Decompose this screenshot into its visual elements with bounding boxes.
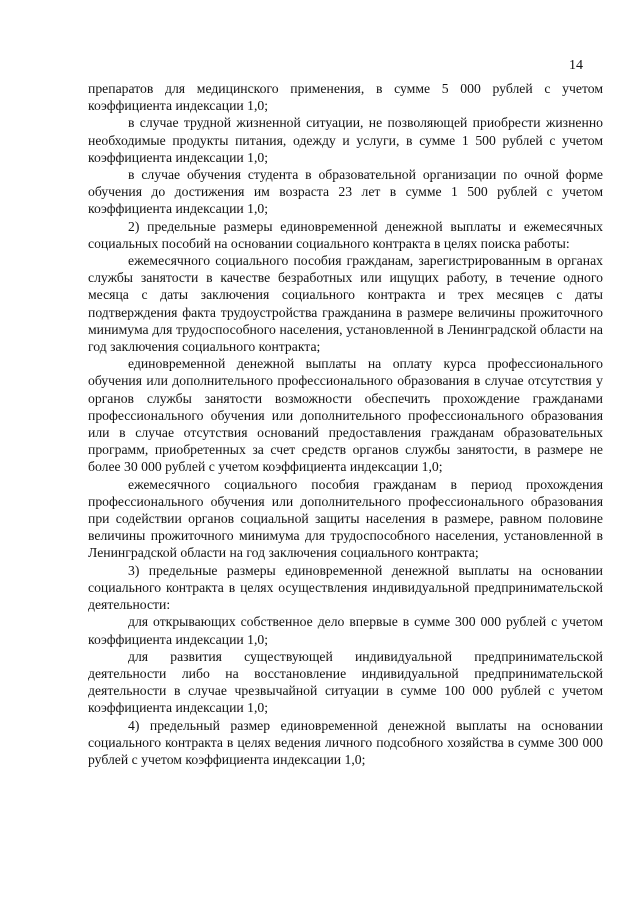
paragraph-new-business: для открывающих собственное дело впервые в сумме 300 000 рублей с учетом коэффициента индексации 1,0; xyxy=(88,614,603,647)
paragraph-monthly-allowance-training: ежемесячного социального пособия гражданам в период прохождения профессионального обучения или дополнительного профессионального образования при содействии органов социальной защиты населения в размере, равном половине величины прожиточного минимума для трудоспособного населения, установленной в Ленинградской области на год заключения социального контракта; xyxy=(88,476,603,561)
paragraph-monthly-allowance-unemployed: ежемесячного социального пособия гражданам, зарегистрированным в органах службы занятости в качестве безработных или ищущих работу, в течение одного месяца с даты заключения социального контракта и трех месяцев с даты подтверждения факта трудоустройства гражданина в размере величины прожиточного минимума для трудоспособного населения, установленной в Ленинградской области на год заключения социального контракта; xyxy=(88,253,603,355)
paragraph-existing-business: для развития существующей индивидуальной предпринимательской деятельности либо на восстановление индивидуальной предпринимательской деятельности в случае чрезвычайной ситуации в сумме 100 000 рублей с учетом коэффициента индексации 1,0; xyxy=(88,648,603,716)
paragraph-medicines-continuation: препаратов для медицинского применения, в сумме 5 000 рублей с учетом коэффициента индексации 1,0; xyxy=(88,81,603,114)
paragraph-training-payment: единовременной денежной выплаты на оплату курса профессионального обучения или дополнительного профессионального образования в случае отсутствия у органов службы занятости возможности обеспечить прохождение гражданами профессионального обучения или дополнительного профессионального образования или в случае отсутствия оснований предоставления гражданам образовательных программ, приобретенных за счет средств органов службы занятости, в размере не более 30 000 рублей с учетом коэффициента индексации 1,0; xyxy=(88,356,603,475)
paragraph-item-2-job-search: 2) предельные размеры единовременной денежной выплаты и ежемесячных социальных пособий на основании социального контракта в целях поиска работы: xyxy=(88,218,603,251)
paragraph-item-3-entrepreneurship: 3) предельные размеры единовременной денежной выплаты на основании социального контракта в целях осуществления индивидуальной предпринимательской деятельности: xyxy=(88,562,603,613)
paragraph-student-education: в случае обучения студента в образовательной организации по очной форме обучения до достижения им возраста 23 лет в сумме 1 500 рублей с учетом коэффициента индексации 1,0; xyxy=(88,167,603,217)
document-body xyxy=(88,80,603,768)
paragraph-item-4-household: 4) предельный размер единовременной денежной выплаты на основании социального контракта в целях ведения личного подсобного хозяйства в сумме 300 000 рублей с учетом коэффициента индексации 1,0; xyxy=(88,717,603,767)
paragraph-difficult-situation: в случае трудной жизненной ситуации, не позволяющей приобрести жизненно необходимые продукты питания, одежду и услуги, в сумме 1 500 рублей с учетом коэффициента индексации 1,0; xyxy=(88,115,603,165)
page-number: 14 xyxy=(569,58,583,73)
